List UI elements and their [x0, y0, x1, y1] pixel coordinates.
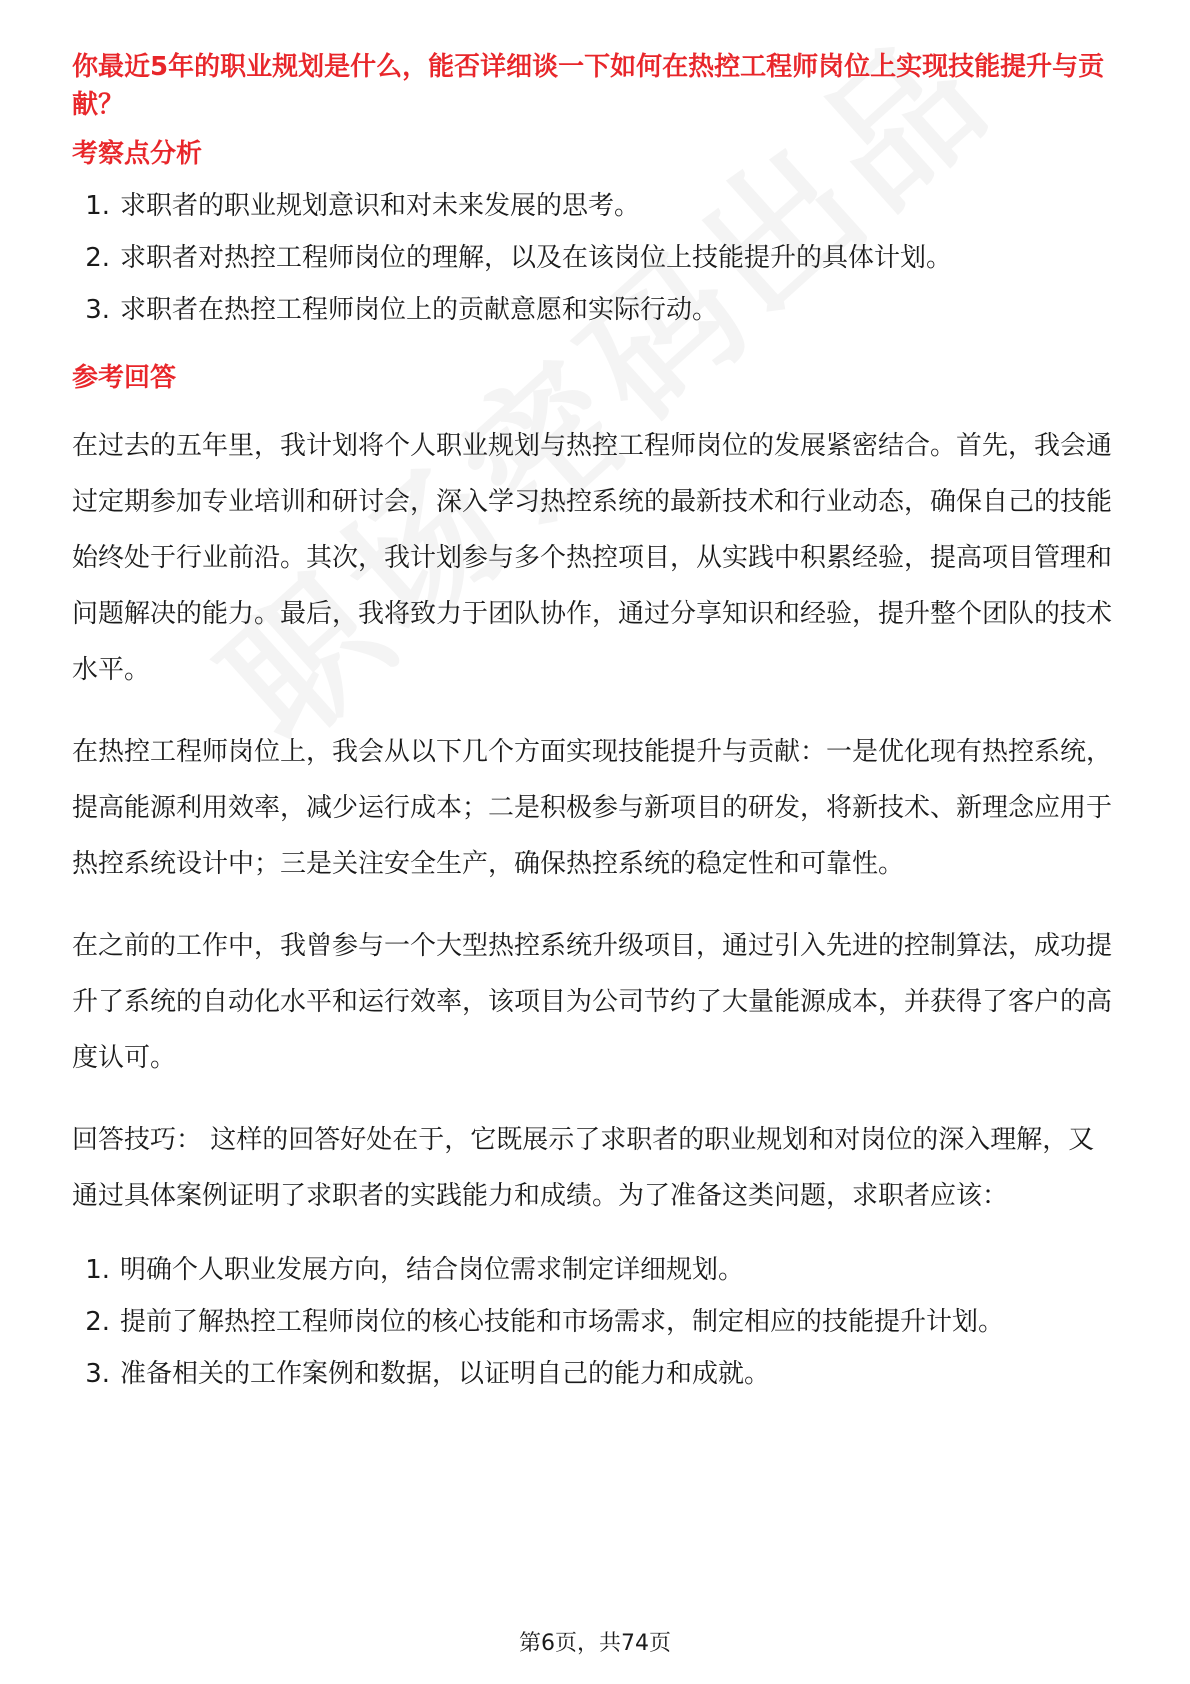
list-item — [72, 1252, 1112, 1288]
list-number: 2. — [85, 243, 110, 273]
list-item-text: 提前了解热控工程师岗位的核心技能和市场需求，制定相应的技能提升计划。 — [120, 1307, 1005, 1337]
list-item — [72, 188, 1112, 224]
list-item — [72, 1304, 1112, 1340]
list-item — [72, 1356, 1112, 1392]
answer-paragraph: 在热控工程师岗位上，我会从以下几个方面实现技能提升与贡献：一是优化现有热控系统，提高能源利用效率，减少运行成本；二是积极参与新项目的研发，将新技术、新理念应用于热控系统设计中；三是关注安全生产，确保热控系统的稳定性和可靠性。 — [72, 737, 1113, 879]
list-item-text: 求职者对热控工程师岗位的理解，以及在该岗位上技能提升的具体计划。 — [120, 243, 953, 273]
tips-list — [72, 1252, 1112, 1392]
answer-title: 参考回答 — [72, 363, 177, 393]
list-number: 3. — [85, 1359, 110, 1389]
analysis-title: 考察点分析 — [72, 139, 203, 169]
list-item-text: 明确个人职业发展方向，结合岗位需求制定详细规划。 — [120, 1255, 745, 1285]
analysis-list — [72, 188, 1112, 328]
list-number: 3. — [85, 295, 110, 325]
list-item-text: 求职者的职业规划意识和对未来发展的思考。 — [120, 191, 641, 221]
list-item-text: 准备相关的工作案例和数据，以证明自己的能力和成就。 — [120, 1359, 771, 1389]
answer-paragraph: 在过去的五年里，我计划将个人职业规划与热控工程师岗位的发展紧密结合。首先，我会通过定期参加专业培训和研讨会，深入学习热控系统的最新技术和行业动态，确保自己的技能始终处于行业前沿。其次，我计划参与多个热控项目，从实践中积累经验，提高项目管理和问题解决的能力。最后，我将致力于团队协作，通过分享知识和经验，提升整个团队的技术水平。 — [72, 431, 1113, 685]
list-item — [72, 240, 1112, 276]
list-item-text: 求职者在热控工程师岗位上的贡献意愿和实际行动。 — [120, 295, 719, 325]
list-number: 1. — [85, 191, 110, 221]
page-content — [72, 48, 1112, 1392]
question-heading: 你最近5年的职业规划是什么，能否详细谈一下如何在热控工程师岗位上实现技能提升与贡献？ — [72, 52, 1105, 120]
tips-intro: 回答技巧： 这样的回答好处在于，它既展示了求职者的职业规划和对岗位的深入理解，又通过具体案例证明了求职者的实践能力和成绩。为了准备这类问题，求职者应该： — [72, 1125, 1095, 1211]
list-item — [72, 292, 1112, 328]
page-number-footer: 第6页，共74页 — [519, 1631, 671, 1656]
list-number: 1. — [85, 1255, 110, 1285]
answer-paragraph: 在之前的工作中，我曾参与一个大型热控系统升级项目，通过引入先进的控制算法，成功提升了系统的自动化水平和运行效率，该项目为公司节约了大量能源成本，并获得了客户的高度认可。 — [72, 931, 1113, 1073]
list-number: 2. — [85, 1307, 110, 1337]
